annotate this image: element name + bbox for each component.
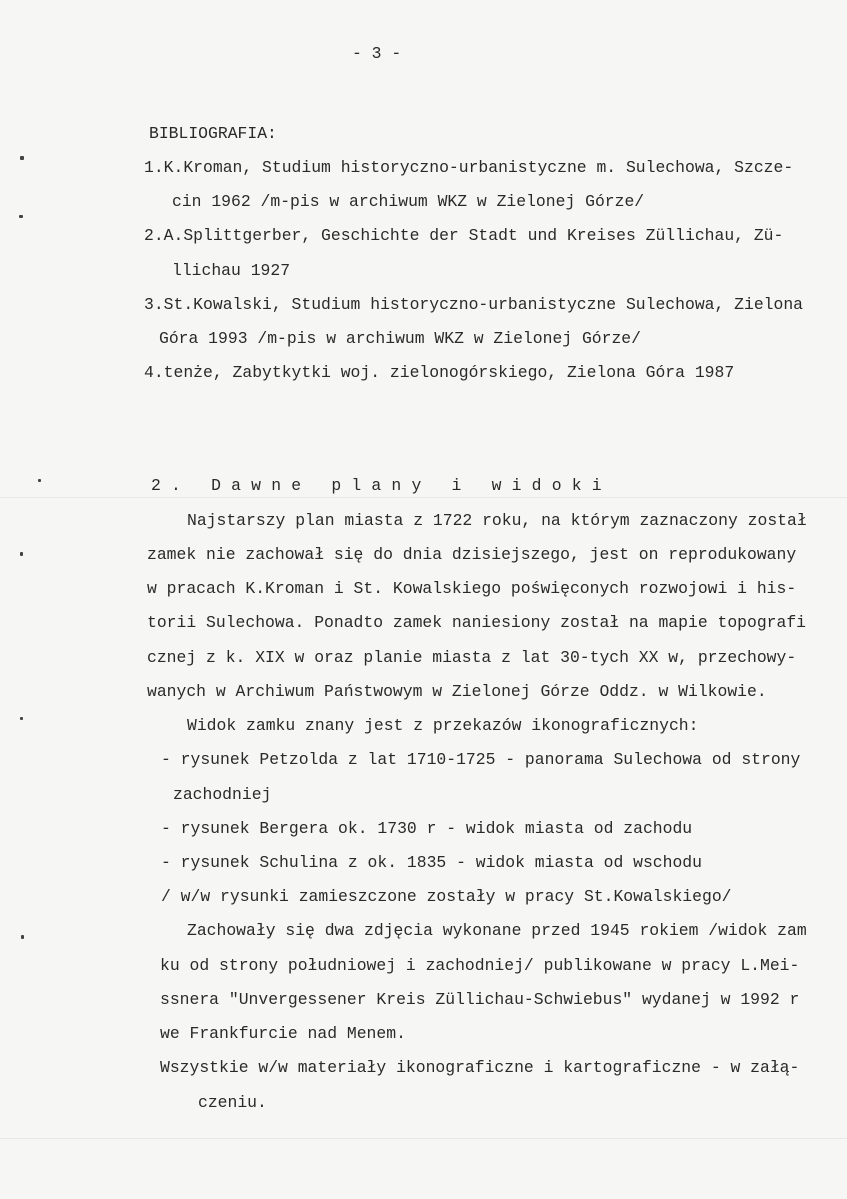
body-line: Zachowały się dwa zdjęcia wykonane przed 1945 rokiem /widok zam [187, 921, 807, 940]
bibliography-line: Góra 1993 /m-pis w archiwum WKZ w Zielonej Górze/ [159, 329, 641, 348]
margin-speck [21, 935, 24, 939]
bibliography-line: cin 1962 /m-pis w archiwum WKZ w Zielonej Górze/ [172, 192, 645, 211]
body-line: w pracach K.Kroman i St. Kowalskiego poświęconych rozwojowi i his- [147, 579, 797, 598]
bibliography-heading: BIBLIOGRAFIA: [149, 124, 277, 143]
body-line: torii Sulechowa. Ponadto zamek naniesiony został na mapie topografi [147, 613, 807, 632]
body-line: cznej z k. XIX w oraz planie miasta z lat 30-tych XX w, przechowy- [147, 648, 797, 667]
margin-speck [19, 215, 23, 218]
margin-speck [20, 717, 23, 720]
body-line: ku od strony południowej i zachodniej/ publikowane w pracy L.Mei- [160, 956, 800, 975]
bibliography-line: 3.St.Kowalski, Studium historyczno-urbanistyczne Sulechowa, Zielona [144, 295, 804, 314]
body-line: we Frankfurcie nad Menem. [160, 1024, 406, 1043]
margin-speck [20, 552, 23, 556]
body-line: ssnera "Unvergessener Kreis Züllichau-Schwiebus" wydanej w 1992 r [160, 990, 800, 1009]
body-line: / w/w rysunki zamieszczone zostały w pracy St.Kowalskiego/ [161, 887, 732, 906]
body-line: czeniu. [198, 1093, 267, 1112]
body-line: Najstarszy plan miasta z 1722 roku, na którym zaznaczony został [187, 511, 807, 530]
section-heading: 2. Dawne plany i widoki [151, 476, 612, 495]
list-item: - rysunek Petzolda z lat 1710-1725 - panorama Sulechowa od strony [161, 750, 801, 769]
bibliography-line: llichau 1927 [172, 261, 291, 280]
bibliography-line: 4.tenże, Zabytkytki woj. zielonogórskiego, Zielona Góra 1987 [144, 363, 735, 382]
margin-speck [38, 479, 41, 482]
page-fold-line [0, 1138, 847, 1139]
bibliography-line: 2.A.Splittgerber, Geschichte der Stadt und Kreises Züllichau, Zü- [144, 226, 784, 245]
list-item: - rysunek Schulina z ok. 1835 - widok miasta od wschodu [161, 853, 702, 872]
list-item: - rysunek Bergera ok. 1730 r - widok miasta od zachodu [161, 819, 693, 838]
body-line: Wszystkie w/w materiały ikonograficzne i kartograficzne - w załą- [160, 1058, 800, 1077]
page-number: - 3 - [352, 44, 402, 63]
page-fold-line [0, 497, 847, 498]
bibliography-line: 1.K.Kroman, Studium historyczno-urbanistyczne m. Sulechowa, Szcze- [144, 158, 794, 177]
body-line: Widok zamku znany jest z przekazów ikonograficznych: [187, 716, 699, 735]
body-line: zamek nie zachował się do dnia dzisiejszego, jest on reprodukowany [147, 545, 797, 564]
margin-speck [20, 156, 24, 160]
list-item-continuation: zachodniej [173, 785, 272, 804]
body-line: wanych w Archiwum Państwowym w Zielonej Górze Oddz. w Wilkowie. [147, 682, 767, 701]
